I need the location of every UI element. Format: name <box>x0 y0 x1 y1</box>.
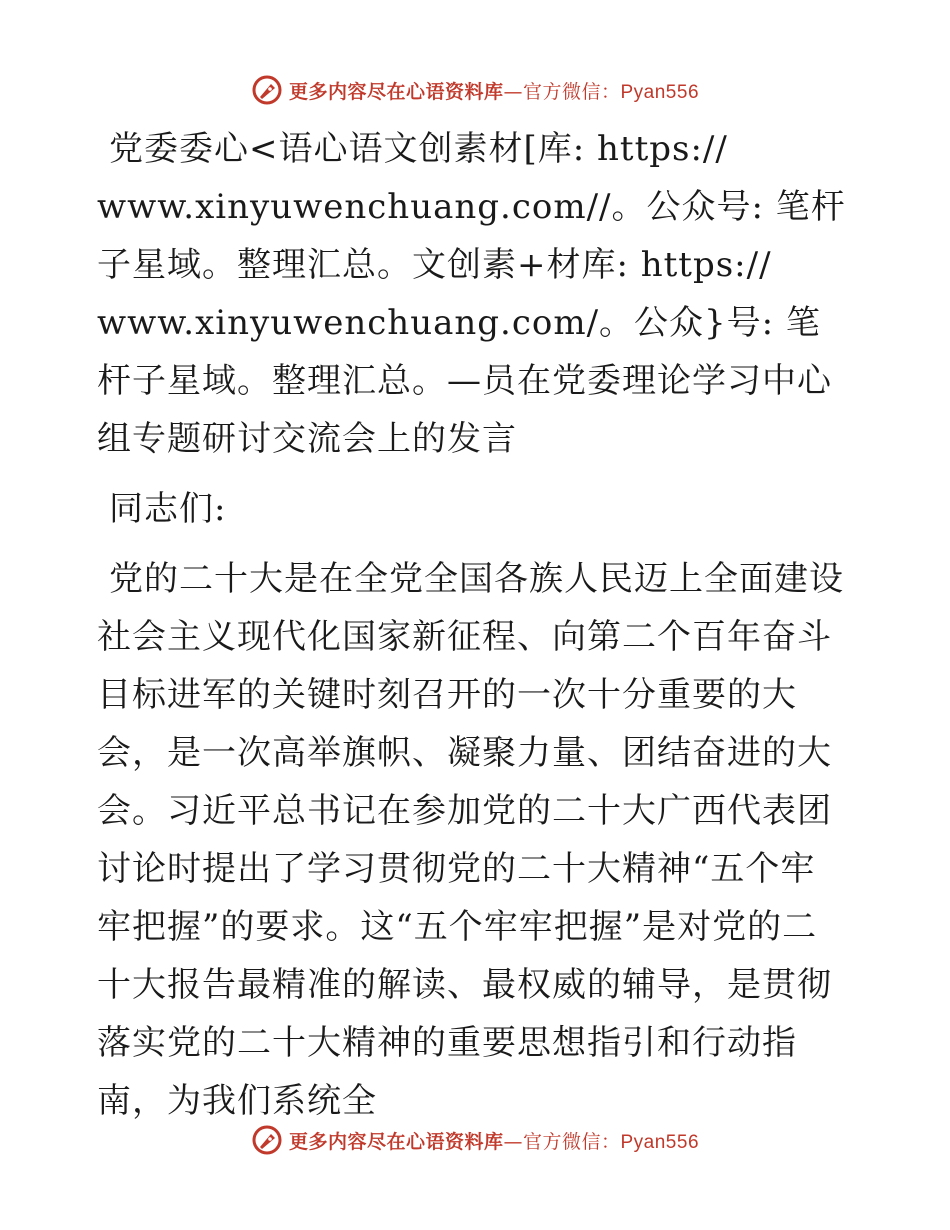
banner-text <box>289 77 699 104</box>
banner-slogan: 更多内容尽在心语资料库 <box>288 1130 504 1153</box>
body-paragraph: 党的二十大是在全党全国各族人民迈上全面建设社会主义现代化国家新征程、向第二个百年奋斗目标进军的关键时刻召开的一次十分重要的大会，是一次高举旗帜、凝聚力量、团结奋进的大会。习近平总书记在参加党的二十大广西代表团讨论时提出了学习贯彻党的二十大精神“五个牢牢把握”的要求。这“五个牢牢把握”是对党的二十大报告最精准的解读、最权威的辅导，是贯彻落实党的二十大精神的重要思想指引和行动指南，为我们系统全 <box>97 559 844 1121</box>
salutation: 同志们: <box>109 489 227 529</box>
banner-slogan: 更多内容尽在心语资料库 <box>288 80 504 103</box>
pen-nib-seal-icon <box>251 1124 283 1156</box>
banner-wechat-id: Pyan556 <box>620 81 700 103</box>
footer-banner <box>0 1120 950 1160</box>
banner-wechat-label: 官方微信： <box>522 1130 621 1153</box>
pen-nib-seal-icon <box>251 74 283 106</box>
banner-separator: — <box>503 1130 523 1153</box>
header-banner <box>0 70 950 110</box>
document-intro: 党委委心<语心语文创素材[库: https:// www.xinyuwenchuang.com//。公众号: 笔杆子星域。整理汇总。文创素+材库: https:// www.xinyuwenchuang.com/。公众}号: 笔杆子星域。整理汇总。—员在党委理论学习中心组专题研讨交流会上的发言 <box>97 129 846 459</box>
banner-wechat-label: 官方微信： <box>522 80 621 103</box>
banner-text <box>289 1127 699 1154</box>
banner-separator: — <box>503 80 523 103</box>
banner-wechat-id: Pyan556 <box>620 1131 700 1153</box>
document-body <box>97 120 849 1130</box>
